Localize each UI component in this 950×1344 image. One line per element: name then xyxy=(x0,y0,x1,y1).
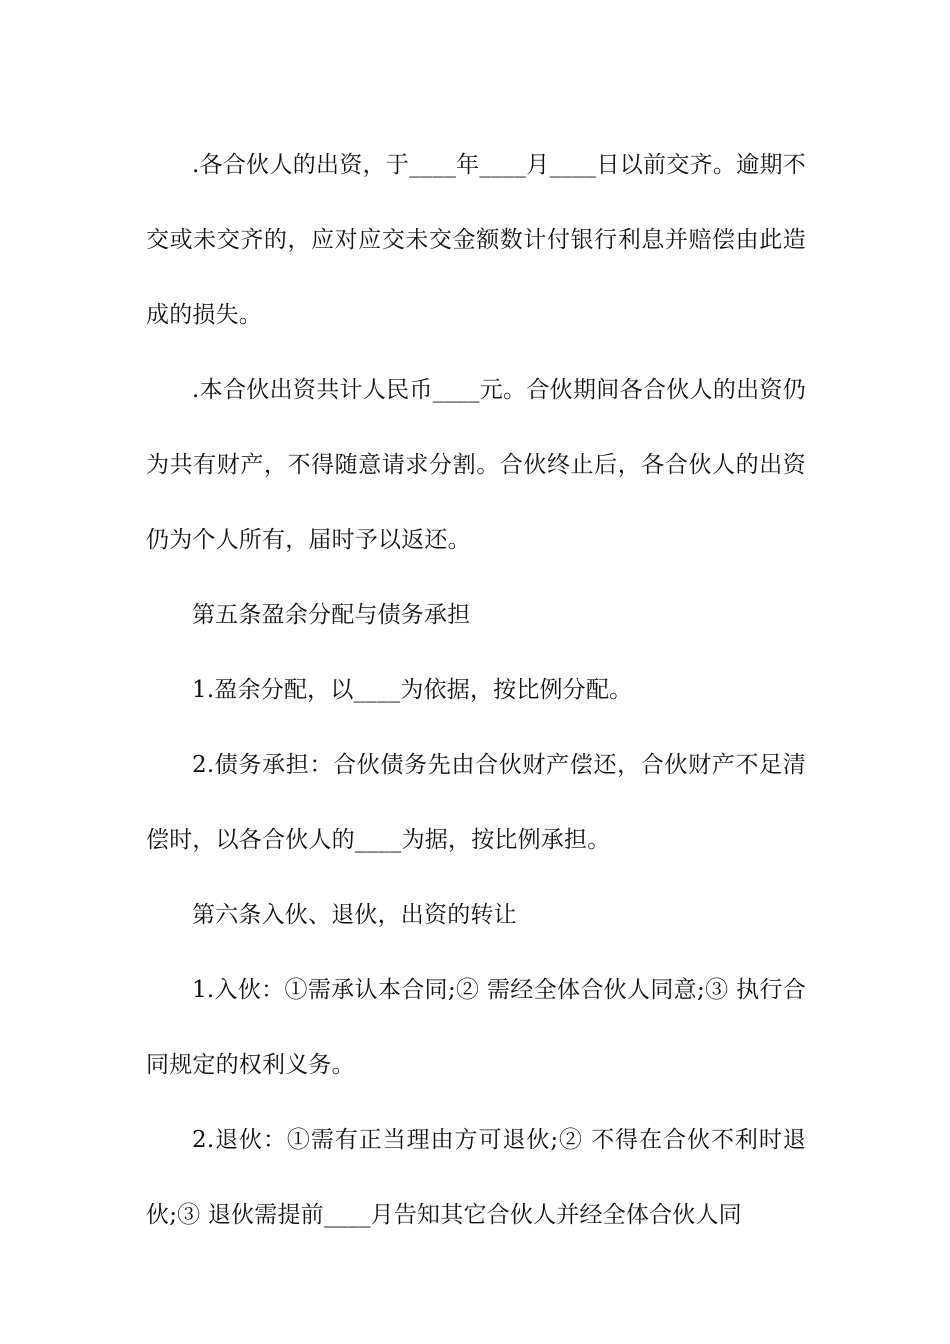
paragraph-total-contribution: .本合伙出资共计人民币____元。合伙期间各合伙人的出资仍为共有财产，不得随意请求分割。合伙终止后，各合伙人的出资仍为个人所有，届时予以返还。 xyxy=(146,377,806,553)
paragraph-admission: 1.入伙：①需承认本合同;② 需经全体合伙人同意;③ 执行合同规定的权利义务。 xyxy=(146,977,806,1078)
article-six-heading: 第六条入伙、退伙，出资的转让 xyxy=(192,902,517,928)
paragraph-contribution-deadline: .各合伙人的出资，于____年____月____日以前交齐。逾期不交或未交齐的，应对应交未交金额数计付银行利息并赔偿由此造成的损失。 xyxy=(146,152,806,328)
article-five-heading: 第五条盈余分配与债务承担 xyxy=(192,602,471,628)
document-body xyxy=(146,128,806,1253)
paragraph-debt-bearing: 2.债务承担：合伙债务先由合伙财产偿还，合伙财产不足清偿时，以各合伙人的____为据，按比例承担。 xyxy=(146,752,806,853)
paragraph-withdrawal: 2.退伙：①需有正当理由方可退伙;② 不得在合伙不利时退伙;③ 退伙需提前____月告知其它合伙人并经全体合伙人同 xyxy=(146,1127,806,1228)
paragraph-profit-distribution: 1.盈余分配，以____为依据，按比例分配。 xyxy=(192,677,633,703)
